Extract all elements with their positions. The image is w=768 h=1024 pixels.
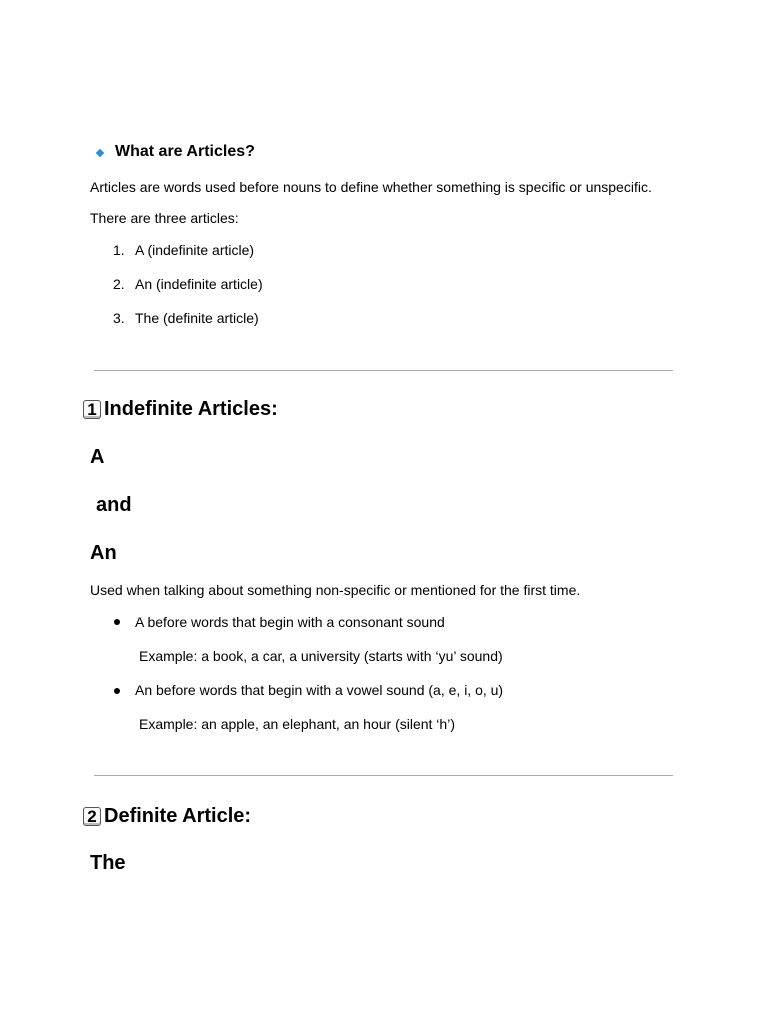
bullet-dot-icon <box>114 619 120 625</box>
bullet-dot-icon <box>114 688 120 694</box>
section-heading-what-are-articles <box>97 143 255 161</box>
usage-paragraph: Used when talking about something non-specific or mentioned for the first time. <box>90 582 581 598</box>
heading-text: What are Articles? <box>115 143 255 160</box>
bullet-item: An before words that begin with a vowel sound (a, e, i, o, u) <box>135 682 504 698</box>
example-line: Example: an apple, an elephant, an hour (silent ‘h’) <box>139 716 455 732</box>
definition-paragraph: Articles are words used before nouns to define whether something is specific or unspecific. <box>90 179 652 195</box>
keycap-number-one-icon: 1 <box>83 400 101 419</box>
list-item-number: 1. <box>113 242 125 258</box>
heading-text: Definite Article: <box>104 805 252 827</box>
list-item-number: 3. <box>113 310 125 326</box>
list-item: The (definite article) <box>135 310 259 326</box>
keycap-number-two-icon: 2 <box>83 807 101 826</box>
diamond-bullet-icon <box>96 148 104 156</box>
divider <box>94 775 673 776</box>
word-and: and <box>96 494 132 516</box>
list-item-number: 2. <box>113 276 125 292</box>
section-heading-definite-article <box>83 805 251 828</box>
list-item: A (indefinite article) <box>135 242 255 258</box>
word-an: An <box>90 542 117 564</box>
bullet-item: A before words that begin with a consonant sound <box>135 614 445 630</box>
example-line: Example: a book, a car, a university (starts with ‘yu’ sound) <box>139 648 503 664</box>
heading-text: Indefinite Articles: <box>104 398 278 420</box>
word-a: A <box>90 446 105 468</box>
divider <box>94 370 673 371</box>
section-heading-indefinite-articles <box>83 398 278 421</box>
count-line: There are three articles: <box>90 210 239 226</box>
word-the: The <box>90 852 126 874</box>
list-item: An (indefinite article) <box>135 276 263 292</box>
